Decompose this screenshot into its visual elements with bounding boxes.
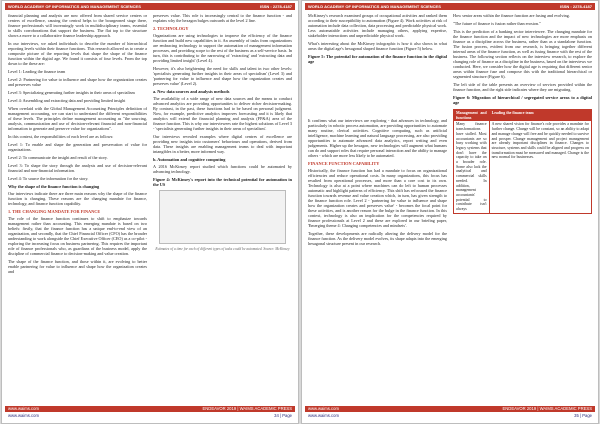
left-page xyxy=(1,0,299,424)
table-row xyxy=(454,121,591,212)
right-page-column-2 xyxy=(453,13,592,403)
footer-url[interactable]: www.waims.com xyxy=(308,406,339,411)
paragraph: This is the prediction of a banking sector interviewee. The changing mandate for the finance function and the impact of new technologies are more emphasis on finance as a discipline across the business, rather than as a standalone function. The fusion process, evident from our research, is bringing together different internal areas of the finance function, as well as fusing finance with the rest of the business. The following section reflects on the interview research, to explore the changing role of finance as a discipline in the business, based on the interviews we conducted. Here, we consider how the digital age is requiring that different senior areas within finance fuse and compose this with the traditional hierarchical or segmented structure (Figure 6). xyxy=(453,29,592,79)
left-page-column-1 xyxy=(8,13,147,403)
paragraph: Level 1: To enable and shape the generation and preservation of value for organizations. xyxy=(8,142,147,152)
footer-event: ENDEAVOR 2019 | WAIMS ACADEMIC PRESS xyxy=(502,406,592,411)
paragraph: Organizations are using technologies to improve the efficiency of the finance function and build new capabilities in it. An assembly of tasks from organizations are embracing technology to support the automation of management information processes, and providing scope to the rest of the business as a self-service basis. In turn, this is contributing to the narrowing of 'extracting' and 'extracting data and providing limited insight' (Level 4). xyxy=(153,33,292,63)
table-header-row xyxy=(454,110,591,121)
right-page-body xyxy=(308,13,592,403)
paragraph: Level 1: Leading the finance team xyxy=(8,69,66,74)
table-cell: Many finance transformations have stalled. Most accountants are so busy working with legacy systems that don't have the capacity to take on a broader role. Some also lack the analytical and commercial skills needed. In addition, management accountants' potential to contribute isn't always xyxy=(454,121,490,212)
paragraph: McKinsey's research examined groups of occupational activities and ranked them according to their susceptibility to automation (Figure 4). Work activities at risk of automation include data collection, data processing and predictable physical work. Less automatable activities include managing others, applying expertise, stakeholder interactions and unpredictable physical work. xyxy=(308,13,447,38)
paragraph: The availability of a wide range of new data sources and the means to conduct advanced analytics are providing opportunities to deliver richer decision-making. By contrast, in the past, these functions had to be based on personal judgment. Now, for example, predictive analytics improves forecasting and it is likely that analytics will extend the financial planning and analysis (FP&A) area of the finance function. This is why our interviewees rate the highest solutions of Level 3 - 'specialists generating further insights in their areas of specialism'. xyxy=(153,96,292,131)
journal-title: WORLD ACADEMY OF INFORMATICS AND MANAGEMENT SCIENCES xyxy=(8,4,141,9)
paragraph: In this context, the responsibilities of each level are as follows: xyxy=(8,134,114,139)
paragraph: The role of the finance function continues to shift to emphasize towards management rather than accounting. This emerging mandate is based on two beliefs: firstly, that the finance function has a unique end-to-end view of an organization, and secondly, that the Chief Financial Officer (CFO) has the broader understanding to work alongside the Chief Executive Officer (CEO) as a co-pilot - exploring the increasing focus on business partnering. This requires the important role of finance professionals who, as guardians of the business model, apply the discipline of commercial finance to decision-making and value creation. xyxy=(8,216,147,256)
section-heading: 1. THE CHANGING MANDATE FOR FINANCE xyxy=(8,209,101,214)
table-header-cell: Leading the finance team xyxy=(491,111,534,115)
paragraph: The left side of the table presents an overview of services provided within the finance function, and the right side indicates where they are migrating. xyxy=(453,82,592,92)
issn: ISSN : 2278-4187 xyxy=(559,4,592,9)
paragraph: The shape of the finance function, and those within it, are evolving to better enable partnering for value to influence and shape how the organization creates and xyxy=(8,259,147,274)
paragraph: What's interesting about the McKinsey infographic is how it also shows in what areas the digital age's hexagonal shaped finance function (Figure 5) below. xyxy=(308,41,447,51)
paragraph: Our interviews indicate there are three main reasons why the shape of the finance function is changing. These reasons are the changing mandate for finance, technology, and finance function capability. xyxy=(8,191,147,206)
right-page-column-1 xyxy=(308,13,447,403)
paragraph: Level 4: To source the information for the story. xyxy=(8,176,89,181)
footer-url-2[interactable]: www.waims.com xyxy=(8,413,39,418)
paragraph: Level 4: Assembling and extracting data and providing limited insight xyxy=(8,98,126,103)
right-page xyxy=(301,0,599,424)
page-header xyxy=(5,3,295,10)
paragraph: Level 3: Specializing generating further insights in their areas of specialism xyxy=(8,90,135,95)
figure-caption: Estimates of a time for each of different types of tasks could be automated. Source: McKinsey xyxy=(155,247,290,251)
paragraph: Historically, the finance function has had a mandate to focus on organizational efficiencies and reduce operational costs. In many organizations, this focus has resulted from operational processes, and more than a core cost to its own. Technology is also at a point where machines can do left to human processes automatic and highlight patterns of efficiency. This shift has refocused the finance function towards revenue and value creation which, in turn, has given strength to the finance function role. Level 2 - 'partnering for value to influence and shape how the organization creates and preserves value' - becomes the focal point for these activities, and is another reason for the bulge in the finance function. In this context, technology is also an implication for the competencies required by finance professionals at Level 2 and these are explored in our briefing paper, 'Emerging theme 4: Changing competencies and mindsets'. xyxy=(308,168,447,228)
section-heading: Why the shape of the finance function is changing xyxy=(8,184,100,189)
page-number: 34 | Page xyxy=(274,413,292,418)
footer-url[interactable]: www.waims.com xyxy=(8,406,39,411)
table-cell: A new shared vision for finance's role provides a mandate for further change. Change will be constant, so an ability to adapt and manage change will free and be quickly needed to survive and prosper. Change management and project management are already important disciplines in finance. Changes to structure, systems and skills could be aligned and progress on transformation must be measured and managed. Change is the new normal for businesses. xyxy=(491,122,589,160)
section-heading: Figure 4: McKinsey's report into the technical potential for automation in the US xyxy=(153,177,292,187)
paragraph: Together, these developments are radically altering the delivery model for the finance function. As the delivery model evolves, its shape adapts into the emerging hexagonal structure present in our research. xyxy=(308,231,447,246)
page-header xyxy=(305,3,595,10)
section-heading: Figure 5: The potential for automation of the finance function in the digital age xyxy=(308,54,447,64)
paragraph: Level 2: Partnering for value to influence and shape how the organization creates and preserves value xyxy=(8,77,147,87)
page-number: 35 | Page xyxy=(574,413,592,418)
paragraph: Level 3: To shape the story through the analysis and use of decision-relevant financial and non-financial information. xyxy=(8,163,147,173)
migration-table xyxy=(453,109,592,214)
paragraph: When overlaid with the Global Management Accounting Principles definition of management accounting, we can start to understand the different responsibilities of these levels. The principles define management accounting as "the sourcing, analysis, communication and use of decision-relevant financial and non-financial information to generate and preserve value for organizations". xyxy=(8,106,147,131)
section-heading: b. Automation and cognitive computing xyxy=(153,157,226,162)
paragraph: Level 2: To communicate the insight and result of the story. xyxy=(8,155,108,160)
paragraph: In our interviews, we asked individuals to describe the number of hierarchical reporting levels within their finance functions. This research allowed us to create a composite picture of the reporting levels that shape the shape of the finance function within the digital age. We found it consists of four levels. From the top down to the these are: xyxy=(8,41,147,66)
issn: ISSN : 2278-4187 xyxy=(259,4,292,9)
table-header-cell: Management and functions xyxy=(454,110,490,121)
figure-image xyxy=(159,190,287,244)
section-heading: a. New data sources and analysis methods xyxy=(153,89,230,94)
paragraph: financial planning and analysis are now offered from shared service centers or centers of excellence, causing the central helps to the bourgeoned stage there, finance professionals will increasingly work in multidisciplinary teams, essential to skills corroborations that support the business. The flat top to the structure shows a move to a collaborative finance leadership approach. xyxy=(8,13,147,38)
paragraph: preserves value. This role is increasingly central to the finance function - and explains why the hexagon bulges outwards at the level 2 line. xyxy=(153,13,292,23)
paragraph: A 2016 McKinsey report studied which functions could be automated by advancing technology. xyxy=(153,164,292,174)
page-footer xyxy=(5,406,295,420)
footer-url-2[interactable]: www.waims.com xyxy=(308,413,339,418)
paragraph: It confirms what our interviews are exploring - that advances in technology, and particularly in robotic process automation, are providing opportunities to automate many routine, clerical activities. Cognitive computing, such as artificial intelligence, machine learning and natural language processing, are also providing opportunities to automate advanced data analytics, report writing and even judgements. Higher up the hexagon, new technologies will augment what humans can do and support roles that require personal interaction and the ability to manage others - which are more less likely to be automated. xyxy=(308,118,447,158)
paragraph: How senior areas within the finance function are fusing and evolving. xyxy=(453,13,570,18)
left-page-column-2 xyxy=(153,13,292,403)
section-heading: 2. TECHNOLOGY xyxy=(153,26,189,31)
paragraph: "The future of finance is fusion rather than erosion." xyxy=(453,21,541,26)
paragraph: However, it's also heightening the need for skills and talent in two other levels: 'specialists generating further insights in their areas of specialism' (Level 3) and 'partnering for value to influence and shape how the organization creates and preserves value' (Level 2). xyxy=(153,66,292,86)
page-footer xyxy=(305,406,595,420)
footer-event: ENDEAVOR 2019 | WAIMS ACADEMIC PRESS xyxy=(202,406,292,411)
journal-title: WORLD ACADEMY OF INFORMATICS AND MANAGEMENT SCIENCES xyxy=(308,4,441,9)
section-heading: Figure 6: Migration of hierarchical / segregated service areas to a digital age xyxy=(453,95,592,105)
paragraph: Our interviews revealed examples where digital centres of excellence are providing new insights into customers' behaviours and operations, derived from data. These insights are enabling management teams to deal with important intangibles in a better, more informed way. xyxy=(153,134,292,154)
figure-image xyxy=(308,66,447,118)
left-page-body xyxy=(8,13,292,403)
section-heading: FINANCE FUNCTION CAPABILITY xyxy=(308,161,380,166)
